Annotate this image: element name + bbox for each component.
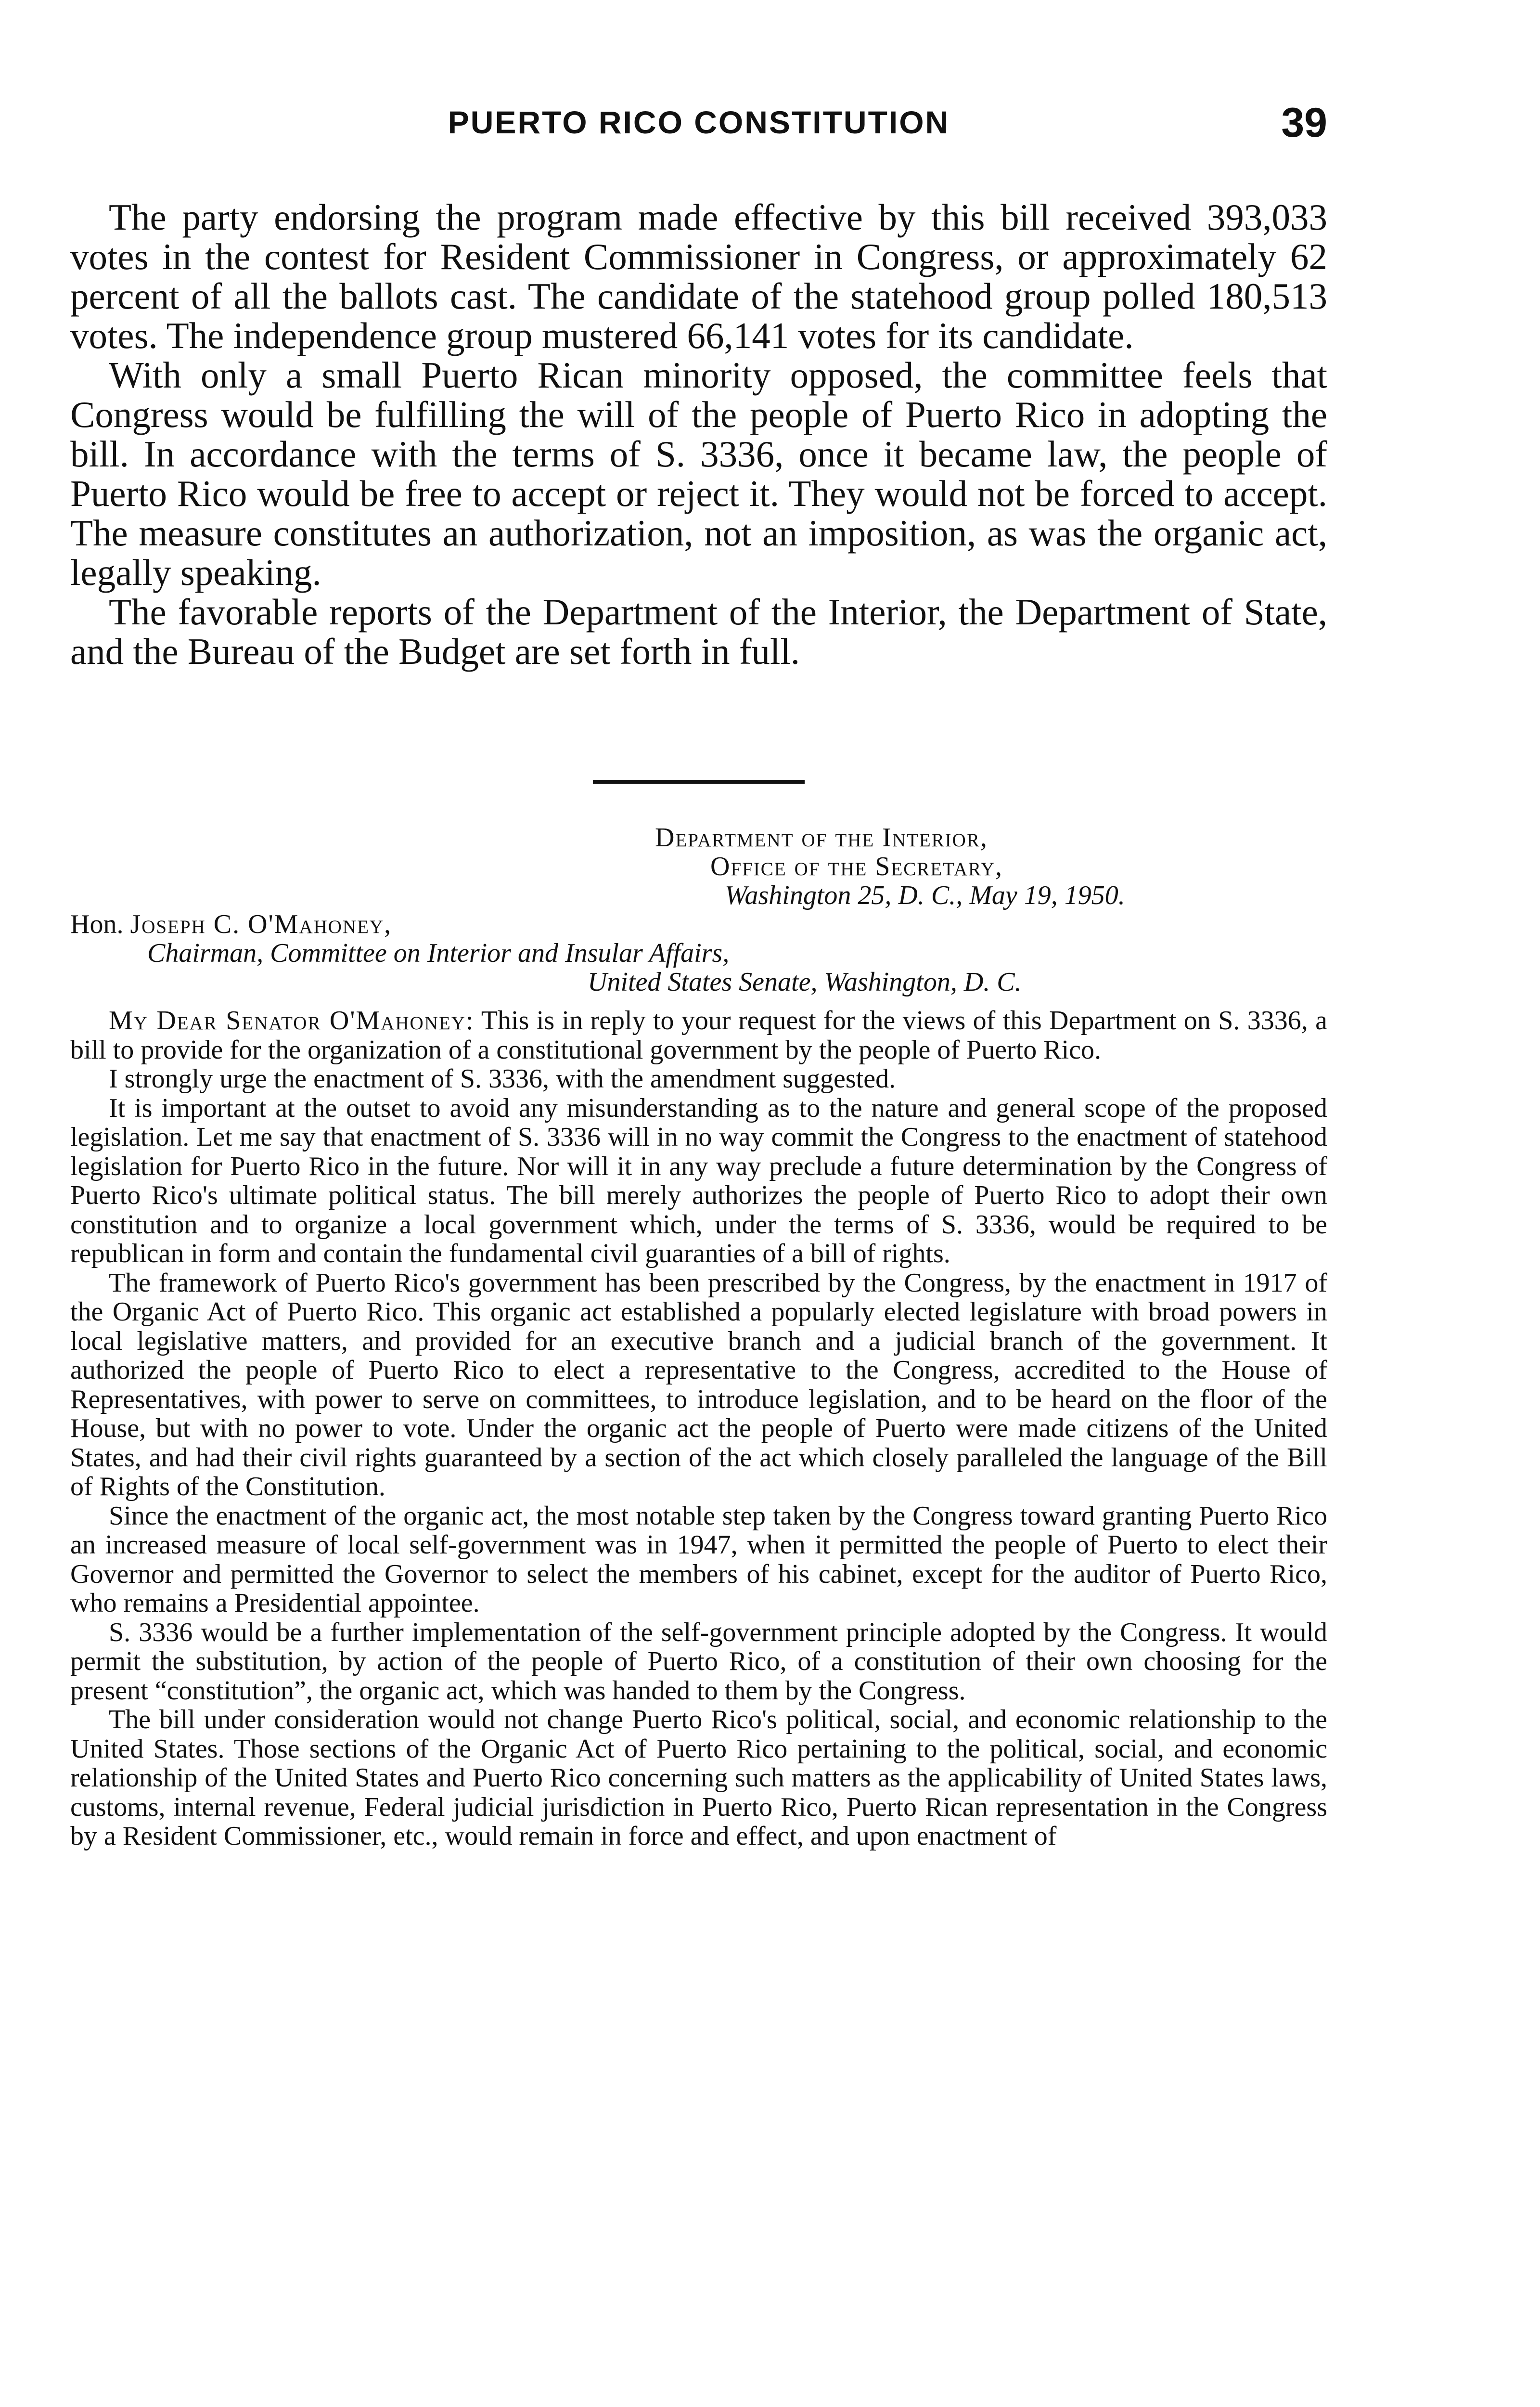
place-and-date: Washington 25, D. C., May 19, 1950.: [725, 880, 1125, 910]
letter-body: [70, 1006, 1327, 1851]
addressee: [70, 910, 1327, 939]
letter-paragraph: The bill under consideration would not change Puerto Rico's political, social, and economic relationship to the United States. Those sections of the Organic Act of Puerto Rico pertaining to the political, social, and economic relationship of the United States and Puerto Rico concerning such matters as the applicability of United States laws, customs, internal revenue, Federal judicial jurisdiction in Puerto Rico, Puerto Rican representation in the Congress by a Resident Commissioner, etc., would remain in force and effect, and upon enactment of: [70, 1705, 1327, 1851]
report-paragraph: The party endorsing the program made effective by this bill received 393,033 votes in the contest for Resident Commissioner in Congress, or approximately 62 percent of all the ballots cast. The candidate of the statehood group polled 180,513 votes. The independence group mustered 66,141 votes for its candidate.: [70, 196, 1327, 356]
addressee-title: Chairman, Committee on Interior and Insular Affairs,: [147, 938, 730, 968]
department-name: Department of the Interior,: [655, 823, 988, 853]
addressee-prefix: Hon.: [70, 909, 130, 939]
report-paragraph: With only a small Puerto Rican minority opposed, the committee feels that Congress would be fulfilling the will of the people of Puerto Rico in adopting the bill. In accordance with the terms of S. 3336, once it became law, the people of Puerto Rico would be free to accept or reject it. They would not be forced to accept. The measure constitutes an authorization, not an imposition, as was the organic act, legally speaking.: [70, 354, 1327, 593]
letter-paragraph-text: This is in reply to your request for the views of this Department on S. 3336, a bill to provide for the organization of a constitutional government by the people of Puerto Rico.: [70, 1006, 1328, 1065]
salutation: My Dear Senator O'Mahoney:: [109, 1006, 475, 1035]
letter-heading: [70, 823, 1327, 996]
committee-report-text: [70, 197, 1327, 671]
page-number: 39: [1281, 100, 1327, 146]
running-title: PUERTO RICO CONSTITUTION: [448, 104, 950, 140]
letter-paragraph: S. 3336 would be a further implementation of the self-government principle adopted by the Congress. It would permit the substitution, by action of the people of Puerto Rico, of a constitution of their own choosing for the present “constitution”, the organic act, which was handed to them by the Congress.: [70, 1617, 1327, 1706]
addressee-organization: United States Senate, Washington, D. C.: [588, 967, 1022, 997]
section-divider: [593, 780, 805, 784]
running-header: [70, 100, 1327, 157]
letter-paragraph: It is important at the outset to avoid any misunderstanding as to the nature and general scope of the proposed legislation. Let me say that enactment of S. 3336 will in no way commit the Congress to the enactment of statehood legislation for Puerto Rico in the future. Nor will it in any way preclude a future determination by the Congress of Puerto Rico's ultimate political status. The bill merely authorizes the people of Puerto Rico to adopt their own constitution and to organize a local government which, under the terms of S. 3336, would be required to be republican in form and contain the fundamental civil guaranties of a bill of rights.: [70, 1093, 1327, 1268]
office-name: Office of the Secretary,: [710, 852, 1003, 881]
addressee-name: Joseph C. O'Mahoney,: [130, 909, 392, 939]
letter-paragraph: Since the enactment of the organic act, the most notable step taken by the Congress toward granting Puerto Rico an increased measure of local self-government was in 1947, when it permitted the people of Puerto to elect their Governor and permitted the Governor to select the members of his cabinet, except for the auditor of Puerto Rico, who remains a Presidential appointee.: [70, 1501, 1327, 1618]
letter-paragraph: [70, 1006, 1327, 1064]
letter-paragraph: The framework of Puerto Rico's government has been prescribed by the Congress, by the enactment in 1917 of the Organic Act of Puerto Rico. This organic act established a popularly elected legislature with broad powers in local legislative matters, and provided for an executive branch and a judicial branch of the government. It authorized the people of Puerto Rico to elect a representative to the Congress, accredited to the House of Representatives, with power to serve on committees, to introduce legislation, and to be heard on the floor of the House, but with no power to vote. Under the organic act the people of Puerto were made citizens of the United States, and had their civil rights guaranteed by a section of the act which closely paralleled the language of the Bill of Rights of the Constitution.: [70, 1268, 1327, 1501]
report-paragraph: The favorable reports of the Department of the Interior, the Department of State, and the Bureau of the Budget are set forth in full.: [70, 591, 1327, 672]
letter-paragraph: I strongly urge the enactment of S. 3336, with the amendment suggested.: [109, 1064, 896, 1094]
